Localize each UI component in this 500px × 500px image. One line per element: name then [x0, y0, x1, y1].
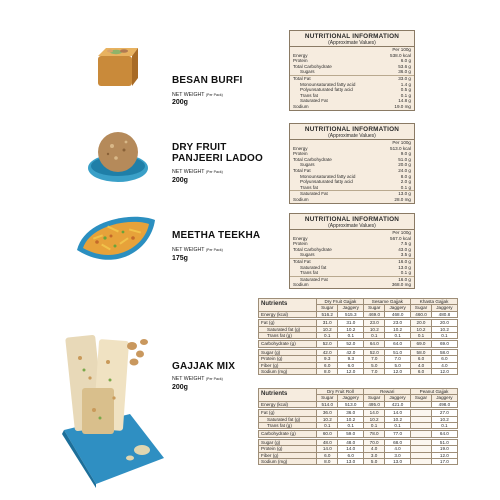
nutrition-panel-title: NUTRITIONAL INFORMATION [304, 216, 400, 223]
product-name-meetha-teekha: MEETHA TEEKHA [172, 230, 261, 241]
column-subheader: Jaggery [431, 395, 457, 401]
nutrient-value: 24.0 g [398, 167, 411, 173]
column-subheader: Sugar [364, 305, 385, 311]
nutrient-value: 58.0 [411, 349, 432, 355]
nutrient-value: 0.1 [364, 333, 385, 339]
nutrient-value: 0.1 g [374, 185, 414, 191]
net-weight-label: NET WEIGHT (Per Pack) [172, 92, 223, 98]
nutrient-value: 52.0 [338, 341, 364, 347]
nutrient-value: 58.0 [431, 349, 457, 355]
nutrient-label: Monounsaturated fatty acid [300, 81, 356, 87]
nutrient-label: Carbohydrate (g) [259, 341, 317, 347]
nutrient-label: Total Carbohydrate [293, 246, 332, 252]
nutrient-value: 0.1 [384, 423, 410, 429]
nutrient-value: 460.0 [411, 311, 432, 317]
nutrient-label: Saturated fat (g) [259, 326, 317, 332]
nutrient-value: 14.0 [338, 446, 364, 452]
nutrient-value: 0.1 [431, 333, 457, 339]
nutrient-value: 0.1 [364, 423, 385, 429]
nutrient-value: 64.0 [385, 341, 411, 347]
nutrient-label: Sodium (mg) [259, 459, 317, 465]
nutrient-value: 10.2 [364, 326, 385, 332]
nutrient-value: 14.8 g [398, 98, 411, 104]
nutrient-value: 1.4 g [400, 81, 411, 87]
nutrient-value: 10.2 [384, 416, 410, 422]
nutrient-value: 12.0 [431, 452, 457, 458]
nutrient-label: Fat (g) [259, 320, 317, 326]
nutrient-label: Total Fat [293, 167, 311, 173]
nutrient-value: 515.3 [338, 311, 364, 317]
nutrient-value: 16.0 g [398, 258, 411, 264]
nutrient-value: 4.0 [384, 446, 410, 452]
nutrient-value: 53.6 g [398, 63, 411, 69]
nutrient-value: 14.0 [364, 410, 385, 416]
nutrient-label: Total Carbohydrate [293, 156, 332, 162]
nutrient-value: 10.2 [317, 416, 338, 422]
nutrient-value: 70.0 [364, 439, 385, 445]
nutrient-value: 0.1 g [374, 270, 414, 276]
column-subheader: Jaggery [338, 305, 364, 311]
nutrient-value: 77.0 [384, 431, 410, 437]
column-subheader: Sugar [411, 305, 432, 311]
nutrient-value: 9.3 [338, 356, 364, 362]
nutrient-value: 12.0 [431, 369, 457, 375]
nutrient-value: 48.0 [317, 439, 338, 445]
nutrient-label: Trans fat (g) [259, 333, 317, 339]
nutrient-value: 6.0 [317, 452, 338, 458]
nutrition-panel-title: NUTRITIONAL INFORMATION [304, 33, 400, 40]
nutrient-value: 12.0 [385, 369, 411, 375]
nutrient-value: 7.0 [364, 369, 385, 375]
nutrient-label: Sugars [290, 252, 374, 258]
net-weight-value: 200g [172, 177, 188, 184]
column-subheader: Sugar [364, 395, 385, 401]
nutrient-value: 0.1 [385, 333, 411, 339]
nutrient-value: 48.0 [338, 439, 364, 445]
nutrient-value: 10.2 [411, 326, 432, 332]
product-name-panjeeri-ladoo [172, 142, 263, 164]
nutrient-value: 6.0 [338, 362, 364, 368]
column-subheader: Sugar [317, 305, 338, 311]
nutrients-header: Nutrients [259, 389, 317, 402]
nutrition-panel-title: NUTRITIONAL INFORMATION [304, 126, 400, 133]
nutrient-value: 28.0 mg [394, 196, 411, 202]
nutrient-value: 20.0 [431, 320, 457, 326]
nutrient-value: 513.0 [338, 401, 364, 407]
nutrient-label: Total Fat [293, 75, 311, 81]
besan-burfi-image [92, 42, 138, 90]
nutrient-value: 0.5 g [400, 87, 411, 93]
nutrient-value: 0.1 [317, 423, 338, 429]
nutrient-value: 23.0 [364, 320, 385, 326]
column-subheader: Jaggery [431, 305, 457, 311]
nutrient-label: Fat (g) [259, 410, 317, 416]
nutrition-rows [290, 140, 414, 203]
nutrient-value: 12.0 [338, 369, 364, 375]
nutrient-label: Protein [293, 241, 308, 247]
product-name-line: DRY FRUIT [172, 142, 227, 153]
net-weight-value: 200g [172, 384, 188, 391]
nutrition-rows [290, 47, 414, 110]
nutrient-value: 51.0 [385, 349, 411, 355]
nutrient-label: Saturated Fat [300, 98, 328, 104]
nutrient-label: Trans fat [290, 270, 374, 276]
nutrient-value: 69.0 [411, 341, 432, 347]
nutrition-panel-subtitle: (Approximate Values) [290, 133, 414, 140]
nutrient-value: 9.0 g [400, 151, 411, 157]
nutrient-value: 31.0 [317, 320, 338, 326]
net-weight-label: NET WEIGHT (Per Pack) [172, 247, 223, 253]
nutrient-value: 36.0 g [374, 69, 414, 75]
nutrient-value: 42.0 [317, 349, 338, 355]
nutrient-label: Saturated Fat [300, 191, 328, 197]
nutrient-label: Saturated fat (g) [259, 416, 317, 422]
nutrient-label: Sugar (g) [259, 439, 317, 445]
nutrient-label: Trans fat [300, 92, 318, 98]
nutrient-value: 3.5 g [374, 252, 414, 258]
net-weight-label: NET WEIGHT (Per Pack) [172, 376, 223, 382]
nutrient-value: 52.0 [317, 341, 338, 347]
product-name-line: PANJEERI LADOO [172, 153, 263, 164]
nutrient-value: 13.0 [338, 459, 364, 465]
nutrient-label: Protein [293, 151, 308, 157]
nutrient-value: 0.1 [317, 333, 338, 339]
nutrient-value: 495.0 [364, 401, 385, 407]
nutrient-value: 10.2 [364, 416, 385, 422]
nutrient-label: Energy [293, 145, 308, 151]
column-subheader: Jaggery [384, 395, 410, 401]
nutrient-value: 16.0 g [398, 276, 411, 282]
nutrient-label: Saturated fat [300, 264, 327, 270]
nutrient-label: Carbohydrate (g) [259, 431, 317, 437]
table-row [259, 459, 458, 465]
nutrient-label: Trans fat (g) [259, 423, 317, 429]
nutrient-label: Sodium [293, 103, 309, 109]
per-100g-label: Per 100g [392, 140, 411, 145]
nutrient-value: 19.0 mg [394, 103, 411, 109]
column-subheader: Jaggery [385, 305, 411, 311]
nutrient-value: 6.0 [317, 362, 338, 368]
group-header: Khasta Gajjak [411, 299, 458, 305]
nutrient-label: Sodium (mg) [259, 369, 317, 375]
nutrient-label: Monounsaturated fatty acid [300, 173, 356, 179]
nutrient-value: 68.0 [384, 439, 410, 445]
nutrient-value: 31.0 [338, 320, 364, 326]
gajjak-nutrition-table-1 [258, 298, 458, 375]
nutrient-value: 8.0 [317, 459, 338, 465]
nutrient-value: 513.0 kcal [390, 145, 411, 151]
product-name-besan-burfi: BESAN BURFI [172, 75, 243, 86]
nutrient-value: 33.0 g [398, 75, 411, 81]
column-subheader: Sugar [411, 395, 432, 401]
nutrient-value: 4.0 [364, 446, 385, 452]
nutrient-value: 10.2 [431, 416, 457, 422]
nutrient-label: Sodium [293, 196, 309, 202]
nutrient-value: 10.2 [338, 416, 364, 422]
nutrient-value: 36.0 [317, 410, 338, 416]
nutrient-value: 14.0 [384, 410, 410, 416]
nutrient-value: 8.0 [317, 369, 338, 375]
nutrient-value: 6.0 g [400, 58, 411, 64]
nutrient-value: 5.0 [364, 459, 385, 465]
net-weight-value: 175g [172, 255, 188, 262]
nutrient-label: Protein (g) [259, 446, 317, 452]
nutrient-value: 8.0 g [400, 173, 411, 179]
nutrient-value: 36.0 [338, 410, 364, 416]
nutrient-value: 64.0 [431, 431, 457, 437]
nutrient-value: 64.0 [364, 341, 385, 347]
per-100g-label: Per 100g [392, 230, 411, 235]
column-subheader: Sugar [317, 395, 338, 401]
nutrition-panel-panjeeri-ladoo [289, 123, 415, 204]
nutrient-value: 468.0 [385, 311, 411, 317]
nutrient-value: 567.0 kcal [390, 235, 411, 241]
nutrient-label: Protein [293, 58, 308, 64]
nutrient-label: Total Fat [293, 258, 311, 264]
nutrient-value: 421.0 [384, 401, 410, 407]
nutrient-value: 5.0 [385, 362, 411, 368]
nutrient-label: Fiber (g) [259, 452, 317, 458]
per-100g-label: Per 100g [392, 47, 411, 52]
nutrient-value: 3.0 [364, 452, 385, 458]
nutrient-value: 6.0 [338, 452, 364, 458]
nutrient-value: 7.0 [385, 356, 411, 362]
nutrition-panel-subtitle: (Approximate Values) [290, 40, 414, 47]
nutrient-value: 27.0 [431, 410, 457, 416]
nutrient-label: Sodium [293, 282, 309, 288]
nutrition-panel-meetha-teekha [289, 213, 415, 289]
nutrient-value: 51.0 [431, 439, 457, 445]
nutrient-label: Sugars [290, 69, 374, 75]
nutrient-label: Trans fat [290, 185, 374, 191]
nutrient-value: 69.0 [431, 341, 457, 347]
nutrient-value: 4.0 [411, 362, 432, 368]
group-header: Dry Fruit Roll [317, 389, 364, 395]
panjeeri-ladoo-image [84, 122, 148, 186]
nutrients-header: Nutrients [259, 299, 317, 312]
nutrient-value: 51.0 g [398, 156, 411, 162]
nutrient-label: Energy (kcal) [259, 311, 317, 317]
table-row [259, 369, 458, 375]
nutrient-value: 10.2 [431, 326, 457, 332]
nutrient-label: Sugars [300, 162, 315, 168]
nutrient-value: 6.0 [431, 356, 457, 362]
nutrient-label: Total Carbohydrate [293, 63, 332, 69]
nutrient-value: 43.0 g [398, 246, 411, 252]
nutrient-value: 0.1 g [400, 92, 411, 98]
product-name-gajjak-mix: GAJJAK MIX [172, 361, 236, 372]
nutrient-label: Energy (kcal) [259, 401, 317, 407]
nutrient-value: 14.0 [317, 446, 338, 452]
gajjak-mix-image [60, 318, 168, 488]
nutrient-value: 0.1 [338, 333, 364, 339]
nutrient-label: Energy [293, 235, 308, 241]
group-header: Peanut Gajjak [411, 389, 458, 395]
nutrient-label: Sugar (g) [259, 349, 317, 355]
nutrient-value: 60.0 [317, 431, 338, 437]
nutrient-value: 480.8 [431, 311, 457, 317]
nutrient-value: 0.1 [411, 333, 432, 339]
nutrient-value: 538.0 kcal [390, 52, 411, 58]
nutrient-value: 5.0 [364, 362, 385, 368]
nutrition-panel-besan-burfi [289, 30, 415, 111]
nutrient-value: 10.2 [317, 326, 338, 332]
nutrient-value: 78.0 [364, 431, 385, 437]
nutrition-rows [290, 230, 414, 288]
nutrient-value: 514.0 [317, 401, 338, 407]
column-subheader: Jaggery [338, 395, 364, 401]
nutrient-label: Protein (g) [259, 356, 317, 362]
nutrient-value: 0.1 [338, 423, 364, 429]
table-body [259, 311, 458, 375]
group-header: Rewari [364, 389, 411, 395]
nutrient-label: Polyunsaturated fatty acid [300, 87, 353, 93]
nutrient-value: 13.0 [384, 459, 410, 465]
nutrient-value: 469.0 [364, 311, 385, 317]
net-weight-label: NET WEIGHT (Per Pack) [172, 169, 223, 175]
nutrient-value: 4.0 [431, 362, 457, 368]
nutrient-value: 6.0 [411, 369, 432, 375]
gajjak-nutrition-table-2 [258, 388, 458, 465]
nutrient-value: 42.0 [338, 349, 364, 355]
nutrient-value: 3.0 [384, 452, 410, 458]
nutrient-value [411, 459, 432, 465]
nutrient-value: 20.0 g [398, 162, 411, 168]
nutrient-label: Saturated Fat [300, 276, 328, 282]
nutrient-value: 59.0 [338, 431, 364, 437]
nutrient-value: 19.0 [431, 446, 457, 452]
nutrient-value: 7.5 g [400, 241, 411, 247]
nutrient-value: 6.0 [411, 356, 432, 362]
nutrient-value: 516.2 [317, 311, 338, 317]
nutrient-value: 13.0 g [398, 264, 411, 270]
meetha-teekha-image [75, 210, 157, 276]
nutrient-value: 368.0 mg [391, 282, 411, 288]
group-header: Sesame Gajjak [364, 299, 411, 305]
nutrient-value: 9.3 [317, 356, 338, 362]
nutrient-value: 2.0 g [400, 179, 411, 185]
nutrition-panel-subtitle: (Approximate Values) [290, 223, 414, 230]
nutrient-value: 498.0 [431, 401, 457, 407]
nutrient-value: 23.0 [385, 320, 411, 326]
nutrient-value: 20.0 [411, 320, 432, 326]
nutrient-value: 17.0 [431, 459, 457, 465]
nutrient-value: 0.1 [431, 423, 457, 429]
nutrient-value: 10.2 [338, 326, 364, 332]
nutrient-value: 7.0 [364, 356, 385, 362]
nutrient-value: 10.2 [385, 326, 411, 332]
group-header: Dry Fruit Gajjak [317, 299, 364, 305]
table-body [259, 401, 458, 465]
nutrient-label: Energy [293, 52, 308, 58]
nutrient-label: Fiber (g) [259, 362, 317, 368]
nutrient-value: 13.0 g [398, 191, 411, 197]
nutrient-label: Polyunsaturated fatty acid [300, 179, 353, 185]
nutrient-value: 52.0 [364, 349, 385, 355]
net-weight-value: 200g [172, 99, 188, 106]
